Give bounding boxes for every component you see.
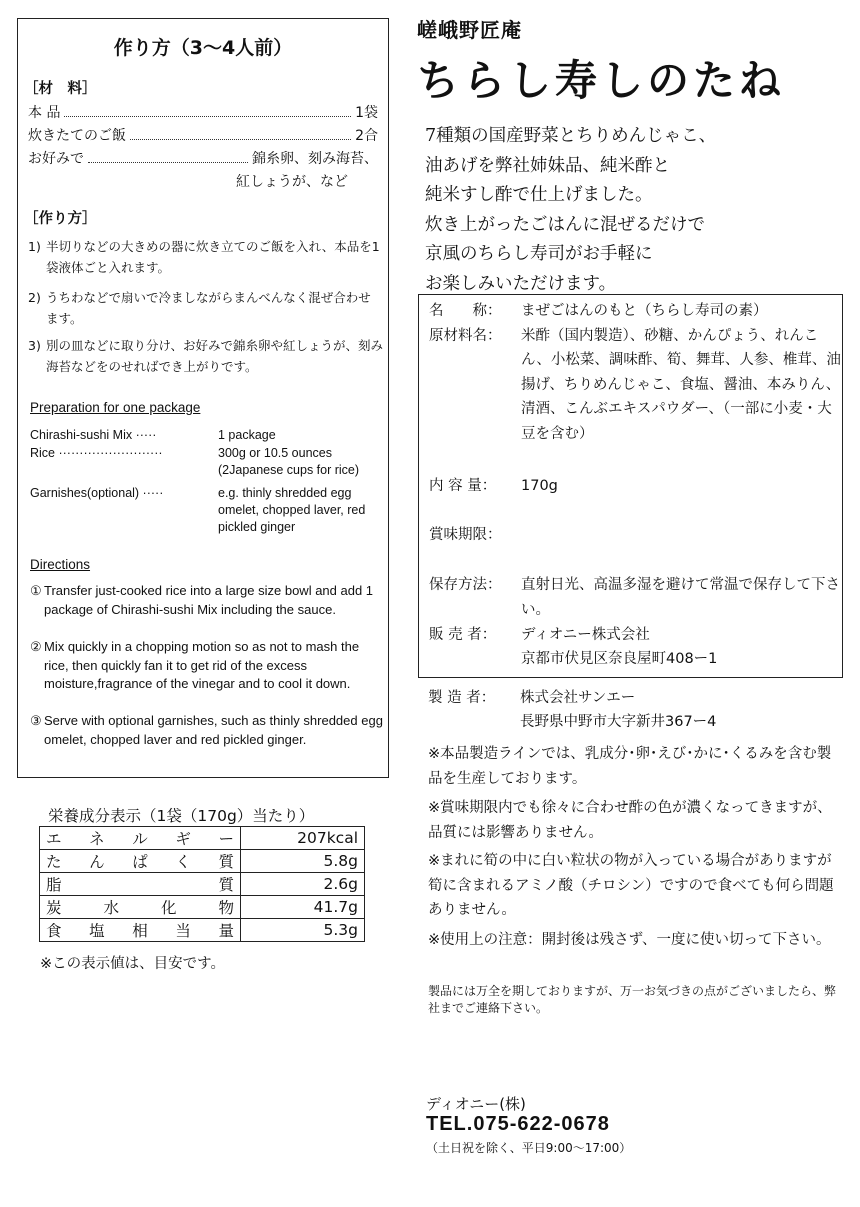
en-prep-row: Rice ························· 300g or 10.5 ounces (2Japanese cups for rice) <box>30 446 360 477</box>
ingredient-name: 本 品 <box>28 105 61 121</box>
nutrition-note: ※この表示値は、目安です。 <box>40 956 225 972</box>
nutrition-title: 栄養成分表示（1袋（170g）当たり） <box>48 807 315 825</box>
note: ※まれに筍の中に白い粒状の物が入っている場合がありますが筍に含まれるアミノ酸（チロシン）ですので食べても何ら問題ありません。 <box>428 853 834 918</box>
telephone: TEL.075-622-0678 <box>426 1113 610 1135</box>
ingredient-name: お好みで <box>28 151 84 167</box>
en-direction: ② Mix quickly in a chopping motion so as not to mash the rice, then quickly fan it to get rid of the excess moisture,fragrance of the vinegar and to cool it down. <box>30 639 360 691</box>
ingredients-heading: ［材 料］ <box>24 81 97 97</box>
ingredient-value-cont: 紅しょうが、など <box>236 174 348 190</box>
nutrient-value: 5.8g <box>241 850 365 873</box>
step: 3) 別の皿などに取り分け、お好みで錦糸卵や紅しょうが、刻み海苔などをのせればでき上がりです。 <box>28 338 384 374</box>
table-row <box>40 827 365 850</box>
en-prep-heading: Preparation for one package <box>30 400 201 415</box>
product-name: ちらし寿しのたね <box>417 56 786 105</box>
step: 1) 半切りなどの大きめの器に炊き立てのご飯を入れ、本品を1袋液体ごと入れます。 <box>28 239 380 275</box>
product-description: 7種類の国産野菜とちりめんじゃこ、 油あげを弊社姉妹品、純米酢と 純米すし酢で仕上げました。 炊き上がったごはんに混ぜるだけで 京風のちらし寿司がお手軽に お楽しみいただけます。 <box>425 126 717 294</box>
ingredient-value: 2合 <box>355 128 378 144</box>
brand-name: 嵯峨野匠庵 <box>417 18 522 42</box>
table-row <box>40 919 365 942</box>
nutrient-label: 炭 水 化 物 <box>46 899 234 917</box>
note: ※使用上の注意：開封後は残さず、一度に使い切って下さい。 <box>428 932 831 948</box>
nutrient-value: 207kcal <box>241 827 365 850</box>
en-prep-row: Garnishes(optional) ····· e.g. thinly shredded egg omelet, chopped laver, red pickled ginger <box>30 486 366 534</box>
contact-note: 製品には万全を期しておりますが、万一お気づきの点がございましたら、弊社までご連絡下さい。 <box>428 984 837 1015</box>
nutrient-value: 2.6g <box>241 873 365 896</box>
recipe-title: 作り方（3～4人前） <box>113 37 293 59</box>
nutrient-value: 5.3g <box>241 919 365 942</box>
ingredient-row <box>28 125 378 145</box>
ingredient-row <box>28 148 378 168</box>
en-prep-row: Chirashi-sushi Mix ····· 1 package <box>30 428 276 442</box>
nutrient-value: 41.7g <box>241 896 365 919</box>
company-name: ディオニー(株) <box>426 1095 526 1113</box>
en-dir-heading: Directions <box>30 557 91 572</box>
recipe-box <box>17 18 389 778</box>
ingredient-row <box>28 102 378 122</box>
table-row <box>40 873 365 896</box>
ingredient-name: 炊きたてのご飯 <box>28 128 126 144</box>
nutrient-label: た ん ぱ く 質 <box>46 853 234 871</box>
note: ※本品製造ラインでは、乳成分･卵･えび･かに･くるみを含む製品を生産しております。 <box>428 746 832 787</box>
note: ※賞味期限内でも徐々に合わせ酢の色が濃くなってきますが、品質には影響ありません。 <box>428 800 832 841</box>
en-direction: ① Transfer just-cooked rice into a large size bowl and add 1 package of Chirashi-sushi Mix including the sauce. <box>30 583 374 617</box>
ingredient-value: 1袋 <box>355 105 378 121</box>
table-row <box>40 896 365 919</box>
product-info-box: 名 称： まぜごはんのもと（ちらし寿司の素） 原材料名： 米酢（国内製造）、砂糖、かんぴょう、れんこん、小松菜、調味酢、筍、舞茸、人参、椎茸、油揚げ、ちりめんじゃこ、食塩、醤油、本みりん、清酒、こんぶエキスパウダー、（一部に小麦・大豆を含む） 内 容 量： 170g 賞味期限： 保存方法： 直射日光、高温多湿を避けて常温で保存して下さい。 販 売 者： ディオニー株式会社 京都市伏見区奈良屋町408ー1 <box>418 294 843 678</box>
step: 2) うちわなどで扇いで冷ましながらまんべんなく混ぜ合わせます。 <box>28 290 371 326</box>
nutrient-label: エ ネ ル ギ ー <box>46 830 234 848</box>
method-heading: ［作り方］ <box>24 211 97 227</box>
ingredient-value: 錦糸卵、刻み海苔、 <box>252 151 378 167</box>
business-hours: （土日祝を除く、平日9:00～17:00） <box>426 1141 632 1155</box>
nutrient-label: 脂 質 <box>46 876 234 894</box>
nutrition-table <box>39 826 365 942</box>
table-row <box>40 850 365 873</box>
en-direction: ③ Serve with optional garnishes, such as thinly shredded egg omelet, chopped laver and red pickled ginger. <box>30 713 383 747</box>
nutrient-label: 食 塩 相 当 量 <box>46 922 234 940</box>
